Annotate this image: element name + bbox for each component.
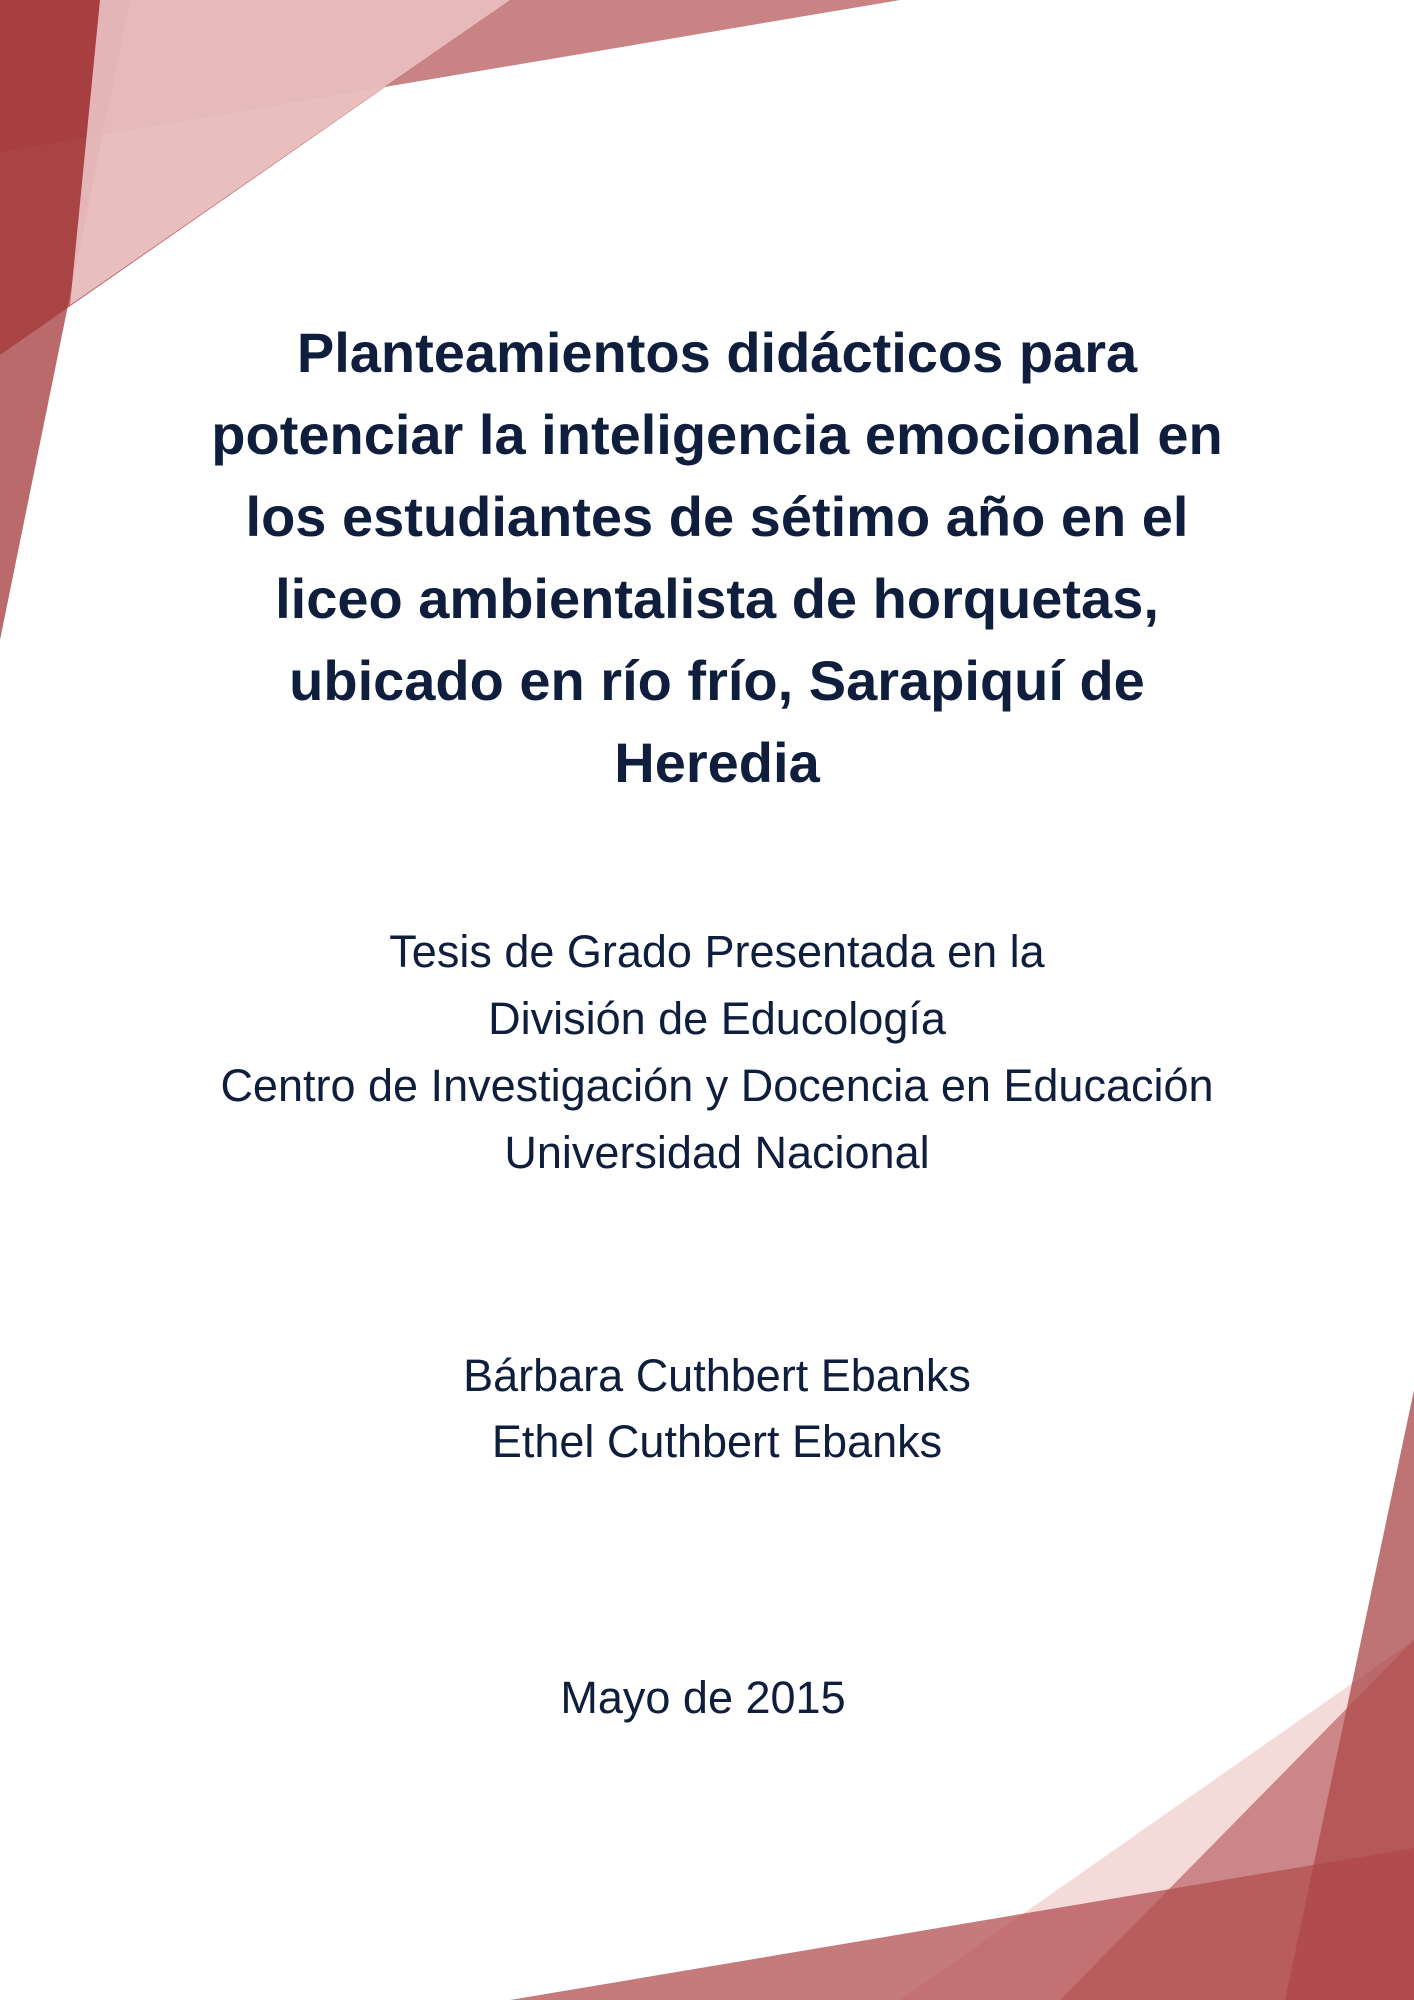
center-line: Centro de Investigación y Docencia en Educación	[220, 1060, 1214, 1111]
title-line: los estudiantes de sétimo año en el	[245, 485, 1189, 548]
institution-block	[157, 918, 1277, 1186]
author-name: Ethel Cuthbert Ebanks	[491, 1416, 943, 1467]
title-line: ubicado en río frío, Sarapiquí de	[289, 649, 1145, 712]
thesis-type-line: Tesis de Grado Presentada en la	[389, 926, 1045, 977]
thesis-title	[157, 312, 1277, 804]
title-line: liceo ambientalista de horquetas,	[275, 567, 1159, 630]
title-line: Heredia	[614, 731, 820, 794]
authors-block	[157, 1343, 1277, 1475]
title-line: potenciar la inteligencia emocional en	[211, 403, 1223, 466]
title-line: Planteamientos didácticos para	[296, 321, 1138, 384]
author-name: Bárbara Cuthbert Ebanks	[463, 1350, 971, 1401]
university-line: Universidad Nacional	[504, 1127, 930, 1178]
division-line: División de Educología	[488, 993, 946, 1044]
publication-date: Mayo de 2015	[560, 1672, 846, 1723]
